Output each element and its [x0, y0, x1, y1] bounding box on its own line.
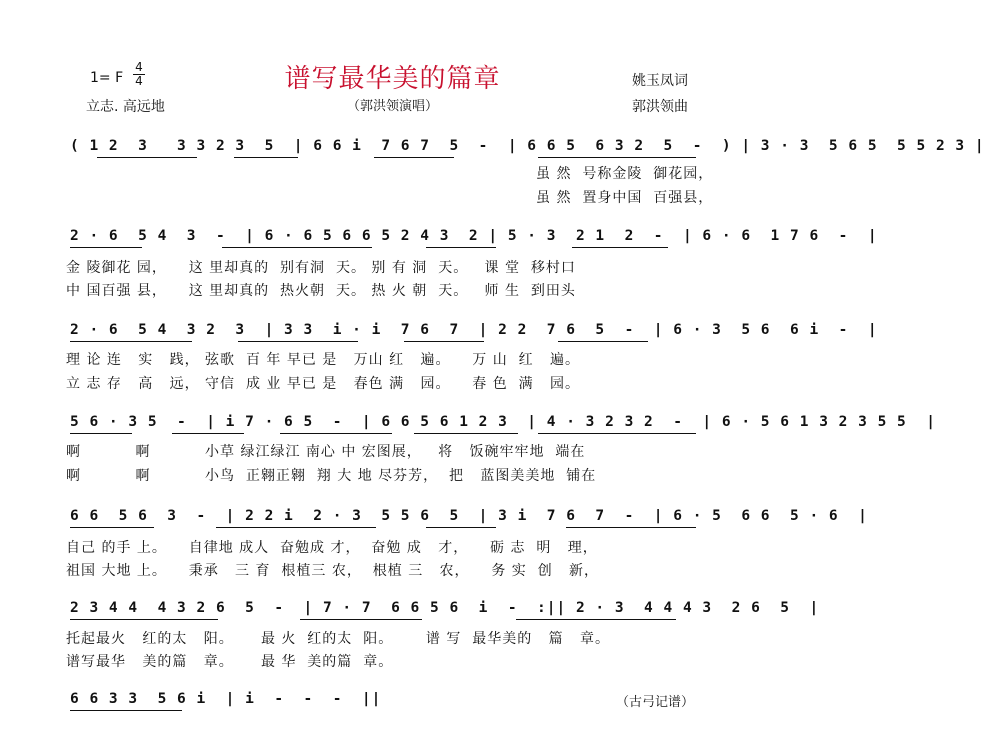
lyrics-line-6-verse-2: 谱写最华 美的篇 章。 最 华 美的篇 章。 — [66, 654, 394, 670]
key-signature: 1= F — [90, 70, 124, 86]
notation-line-7: 6 6 3 3 5 6 i | i - - - || — [70, 691, 382, 707]
lyrics-line-5-verse-2: 祖国 大地 上。 秉承 三 育 根植三 农， 根植 三 农， 务 实 创 新， — [66, 563, 600, 579]
notation-line-6: 2 3 4 4 4 3 2 6 5 - | 7 · 7 6 6 5 6 i - :|| 2 · 3 4 4 4 3 2 6 5 | — [70, 600, 820, 616]
lyrics-line-5-verse-1: 自己 的手 上。 自律地 成人 奋勉成 才， 奋勉 成 才， 砺 志 明 理， — [66, 540, 598, 556]
lyrics-line-4-verse-2: 啊 啊 小鸟 正翱正翱 翔 大 地 尽芬芳， 把 蓝图美美地 铺在 — [66, 468, 597, 484]
song-title: 谱写最华美的篇章 — [284, 64, 501, 94]
lyrics-line-6-verse-1: 托起最火 红的太 阳。 最 火 红的太 阳。 谱 写 最华美的 篇 章。 — [66, 631, 610, 647]
transcriber-note: （古弓记谱） — [616, 695, 695, 710]
lyrics-line-1-verse-2: 虽 然 置身中国 百强县， — [536, 190, 714, 206]
notation-line-3: 2 · 6 5 4 3 2 3 | 3 3 i · i 7 6 7 | 2 2 7 6 5 - | 6 · 3 5 6 6 i - | — [70, 322, 878, 338]
time-signature-bottom: 4 — [135, 74, 143, 88]
lyrics-line-3-verse-1: 理 论 连 实 践， 弦歌 百 年 早已 是 万山 红 遍。 万 山 红 遍。 — [66, 352, 580, 368]
lyrics-line-4-verse-1: 啊 啊 小草 绿江绿江 南心 中 宏图展， 将 饭碗牢牢地 端在 — [66, 444, 586, 460]
lyrics-line-1-verse-1: 虽 然 号称金陵 御花园， — [536, 166, 714, 182]
performer-subtitle: （郭洪领演唱） — [346, 99, 438, 114]
notation-line-4: 5 6 · 3 5 - | i 7 · 6 5 - | 6 6 5 6 1 2 3 | 4 · 3 2 3 2 - | 6 · 5 6 1 3 2 3 5 5 | — [70, 414, 936, 430]
lyrics-line-3-verse-2: 立 志 存 高 远， 守信 成 业 早已 是 春色 满 园。 春 色 满 园。 — [66, 376, 580, 392]
lyricist-credit: 姚玉凤词 — [632, 73, 688, 89]
lyrics-line-2-verse-2: 中 国百强 县， 这 里却真的 热火朝 天。 热 火 朝 天。 师 生 到田头 — [66, 283, 576, 299]
notation-line-1: ( 1 2 3 3 3 2 3 5 | 6 6 i 7 6 7 5 - | 6 6 5 6 3 2 5 - ) | 3 · 3 5 6 5 5 5 2 3 | — [70, 138, 985, 154]
time-signature-top: 4 — [135, 60, 143, 74]
notation-line-2: 2 · 6 5 4 3 - | 6 · 6 5 6 6 5 2 4 3 2 | 5 · 3 2 1 2 - | 6 · 6 1 7 6 - | — [70, 228, 878, 244]
notation-line-5: 6 6 5 6 3 - | 2 2 i 2 · 3 5 5 6 5 | 3 i 7 6 7 - | 6 · 5 6 6 5 · 6 | — [70, 508, 868, 524]
tempo-marking: 立志. 高远地 — [86, 99, 165, 115]
lyrics-line-2-verse-1: 金 陵御花 园， 这 里却真的 别有洞 天。 别 有 洞 天。 课 堂 移村口 — [66, 260, 576, 276]
composer-credit: 郭洪领曲 — [632, 99, 688, 115]
